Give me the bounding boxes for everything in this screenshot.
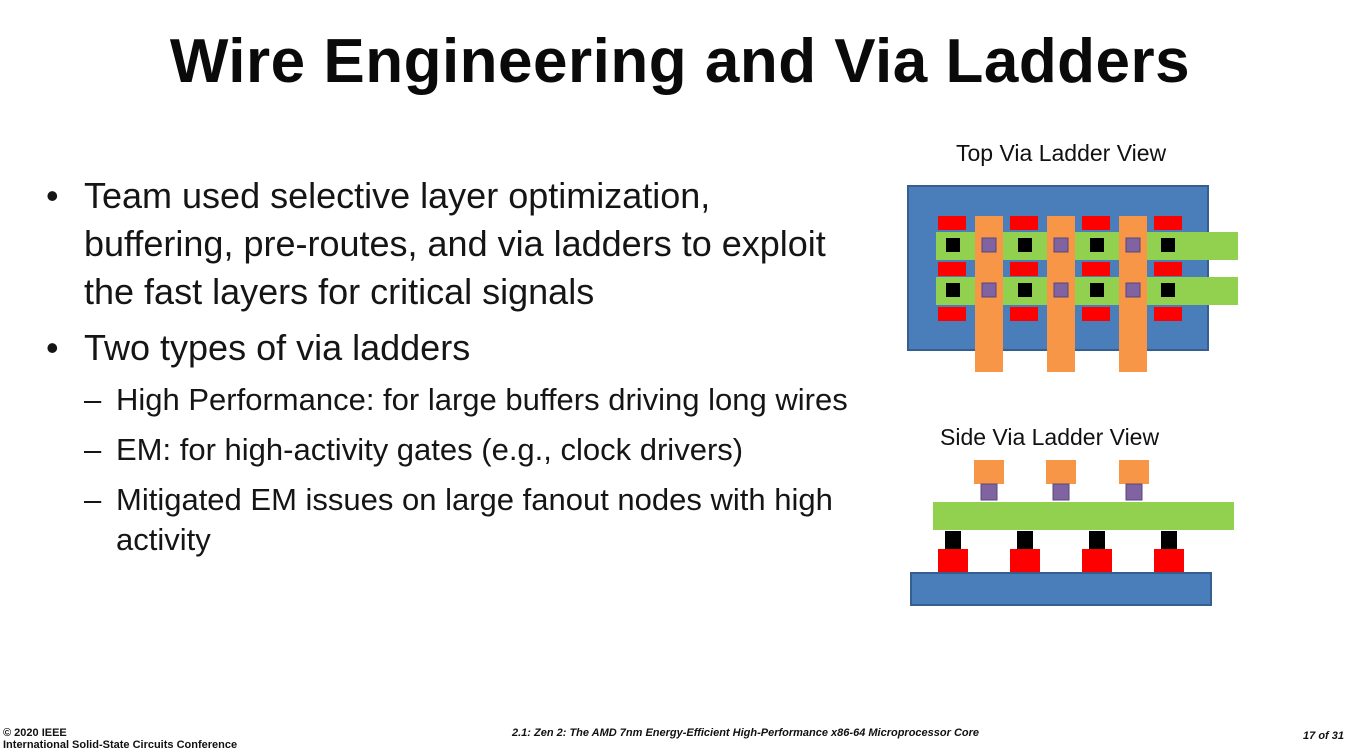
lower-via [1082, 216, 1110, 230]
bullet-item [44, 324, 864, 372]
side-upper-metal [933, 502, 1234, 530]
black-via [1090, 238, 1104, 252]
black-via [1161, 283, 1175, 297]
side-top-metal [1046, 460, 1076, 484]
black-via [946, 283, 960, 297]
side-purple-via [981, 484, 997, 500]
lower-via [1154, 307, 1182, 321]
black-via [1090, 283, 1104, 297]
subbullet-text: Mitigated EM issues on large fanout nodes with high activity [116, 482, 833, 557]
purple-via [1126, 283, 1140, 297]
slide-title: Wire Engineering and Via Ladders [169, 27, 1191, 96]
side-black-via [945, 531, 961, 549]
lower-via [938, 307, 966, 321]
subbullet-marker: – [84, 432, 102, 467]
side-base-metal [911, 573, 1211, 605]
footer-page-number: 17 of 31 [1303, 730, 1344, 742]
bullet-list [44, 172, 864, 570]
footer-copyright: © 2020 IEEE [3, 727, 67, 739]
bullet-text: Team used selective layer optimization, buffering, pre-routes, and via ladders to exploit the fast layers for critical signals [84, 175, 826, 312]
subbullet-item [84, 480, 864, 560]
black-via [1018, 283, 1032, 297]
side-lower-via [1010, 549, 1040, 573]
bullet-item [44, 172, 864, 316]
purple-via [1054, 238, 1068, 252]
bullet-text: Two types of via ladders [84, 327, 471, 368]
top-view-label: Top Via Ladder View [956, 140, 1167, 166]
black-via [1161, 238, 1175, 252]
purple-via [1054, 283, 1068, 297]
side-purple-via [1126, 484, 1142, 500]
purple-via [982, 238, 996, 252]
footer-conference: International Solid-State Circuits Conference [3, 739, 238, 751]
top-via-ladder-diagram [900, 178, 1245, 378]
side-via-ladder-diagram [900, 455, 1245, 615]
side-black-via [1017, 531, 1033, 549]
subbullet-list [44, 380, 864, 560]
subbullet-group [44, 380, 864, 560]
side-lower-via [938, 549, 968, 573]
lower-via [1010, 216, 1038, 230]
lower-via [1154, 216, 1182, 230]
side-black-via [1161, 531, 1177, 549]
lower-via [938, 262, 966, 276]
subbullet-text: EM: for high-activity gates (e.g., clock drivers) [116, 432, 744, 467]
black-via [946, 238, 960, 252]
subbullet-marker: – [84, 382, 102, 417]
side-view-label: Side Via Ladder View [940, 424, 1160, 450]
subbullet-item [84, 380, 864, 420]
purple-via [1126, 238, 1140, 252]
side-purple-via [1053, 484, 1069, 500]
subbullet-text: High Performance: for large buffers driving long wires [116, 382, 848, 417]
lower-via [938, 216, 966, 230]
footer-paper-title: 2.1: Zen 2: The AMD 7nm Energy-Efficient High-Performance x86-64 Microprocessor Core [512, 727, 980, 739]
lower-via [1082, 307, 1110, 321]
side-top-metal [1119, 460, 1149, 484]
subbullet-marker: – [84, 482, 102, 517]
subbullet-item [84, 430, 864, 470]
side-lower-via [1082, 549, 1112, 573]
side-top-metal [974, 460, 1004, 484]
bullet-marker: • [46, 327, 59, 368]
lower-via [1010, 307, 1038, 321]
lower-via [1154, 262, 1182, 276]
purple-via [982, 283, 996, 297]
footer-left [3, 727, 237, 751]
lower-via [1010, 262, 1038, 276]
black-via [1018, 238, 1032, 252]
side-lower-via [1154, 549, 1184, 573]
lower-via [1082, 262, 1110, 276]
side-black-via [1089, 531, 1105, 549]
bullet-marker: • [46, 175, 59, 216]
